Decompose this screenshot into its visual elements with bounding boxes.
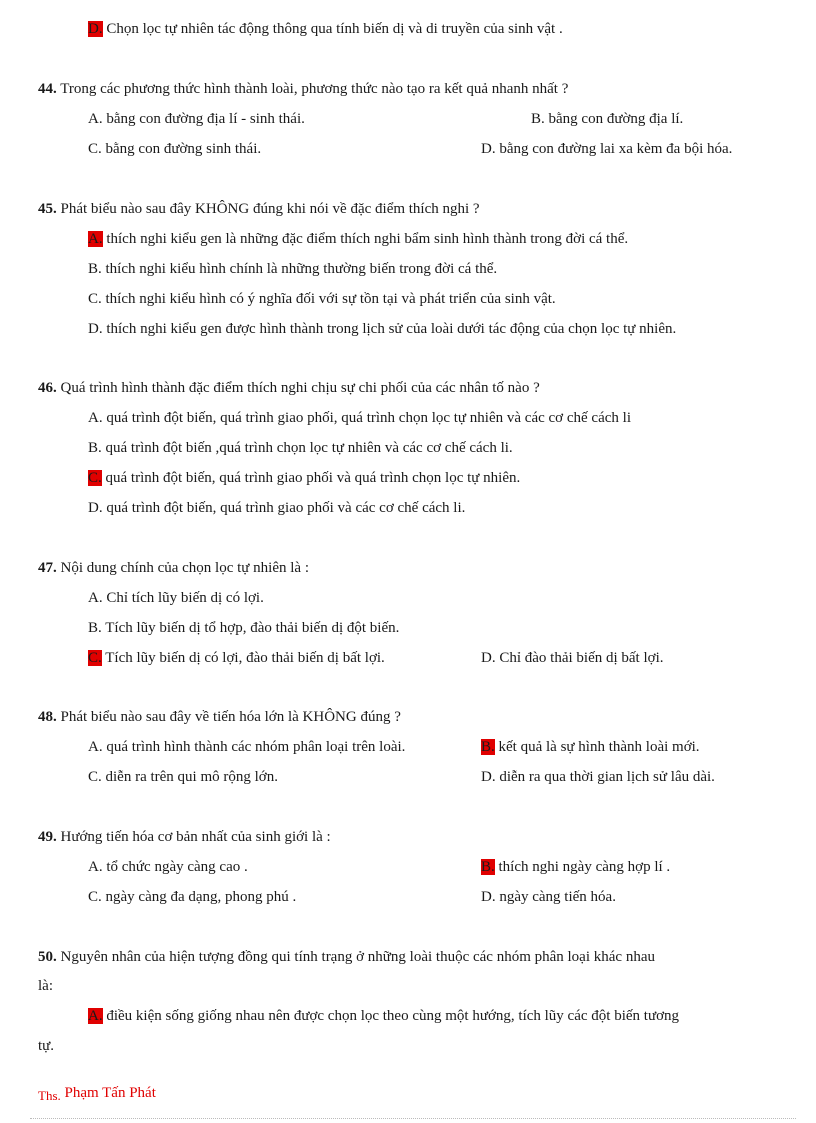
option-c: C. bằng con đường sinh thái. xyxy=(88,141,262,157)
question-number: 45. xyxy=(38,201,57,217)
option-a-continued: tự. xyxy=(38,1038,55,1054)
option-c: C. quá trình đột biến, quá trình giao phối và quá trình chọn lọc tự nhiên. xyxy=(88,470,521,486)
signature-title: Ths. xyxy=(38,1088,61,1103)
option-d: D. diễn ra qua thời gian lịch sử lâu dài. xyxy=(481,769,715,785)
answer-highlight: C. xyxy=(88,650,102,666)
answer-highlight: C. xyxy=(88,470,102,486)
question-text-continued: là: xyxy=(38,978,53,994)
option-a: A. Chỉ tích lũy biến dị có lợi. xyxy=(88,590,264,606)
answer-option-d: D. Chọn lọc tự nhiên tác động thông qua tính biến dị và di truyền của sinh vật . xyxy=(88,21,563,37)
option-b: B. kết quả là sự hình thành loài mới. xyxy=(481,739,700,755)
option-b: B. Tích lũy biến dị tổ hợp, đào thải biến dị đột biến. xyxy=(88,620,400,636)
signature-name: Phạm Tấn Phát xyxy=(60,1085,156,1101)
author-signature xyxy=(38,1083,156,1103)
option-d: D. Chỉ đào thải biến dị bất lợi. xyxy=(481,650,664,666)
question-text: Quá trình hình thành đặc điểm thích nghi chịu sự chi phối của các nhân tố nào ? xyxy=(56,380,540,396)
option-a: A. điều kiện sống giống nhau nên được chọn lọc theo cùng một hướng, tích lũy các đột biến tương xyxy=(88,1008,680,1024)
option-b: B. thích nghi ngày càng hợp lí . xyxy=(481,859,671,875)
option-c: C. thích nghi kiểu hình có ý nghĩa đối với sự tồn tại và phát triển của sinh vật. xyxy=(88,291,556,307)
answer-highlight: A. xyxy=(88,231,103,247)
question-45 xyxy=(38,199,480,219)
question-46 xyxy=(38,378,540,398)
question-text: Phát biểu nào sau đây KHÔNG đúng khi nói về đặc điểm thích nghi ? xyxy=(56,201,480,217)
question-text: Nguyên nhân của hiện tượng đồng qui tính trạng ở những loài thuộc các nhóm phân loại khác nhau xyxy=(56,949,655,965)
question-number: 46. xyxy=(38,380,57,396)
question-number: 49. xyxy=(38,829,57,845)
option-a: A. bằng con đường địa lí - sinh thái. xyxy=(88,111,305,127)
question-50 xyxy=(38,947,655,967)
option-d: D. bằng con đường lai xa kèm đa bội hóa. xyxy=(481,141,733,157)
question-text: Hướng tiến hóa cơ bản nhất của sinh giới là : xyxy=(56,829,331,845)
question-text: Nội dung chính của chọn lọc tự nhiên là : xyxy=(56,560,309,576)
option-d: D. thích nghi kiểu gen được hình thành trong lịch sử của loài dưới tác động của chọn lọc tự nhiên. xyxy=(88,321,677,337)
question-48 xyxy=(38,707,401,727)
question-text: Trong các phương thức hình thành loài, phương thức nào tạo ra kết quả nhanh nhất ? xyxy=(56,81,569,97)
option-b: B. thích nghi kiểu hình chính là những thường biến trong đời cá thể. xyxy=(88,261,498,277)
question-number: 47. xyxy=(38,560,57,576)
answer-highlight: A. xyxy=(88,1008,103,1024)
question-text: Phát biểu nào sau đây về tiến hóa lớn là KHÔNG đúng ? xyxy=(56,709,401,725)
question-47 xyxy=(38,558,309,578)
question-49 xyxy=(38,827,331,847)
option-a: A. thích nghi kiểu gen là những đặc điểm thích nghi bẩm sinh hình thành trong đời cá thể. xyxy=(88,231,629,247)
option-d: D. ngày càng tiến hóa. xyxy=(481,889,616,905)
question-number: 48. xyxy=(38,709,57,725)
answer-highlight: B. xyxy=(481,739,495,755)
option-b: B. quá trình đột biến ,quá trình chọn lọc tự nhiên và các cơ chế cách li. xyxy=(88,440,513,456)
option-a: A. quá trình đột biến, quá trình giao phối, quá trình chọn lọc tự nhiên và các cơ chế cách li xyxy=(88,410,631,426)
answer-highlight: D. xyxy=(88,21,103,37)
option-c: C. ngày càng đa dạng, phong phú . xyxy=(88,889,297,905)
option-c: C. Tích lũy biến dị có lợi, đào thải biến dị bất lợi. xyxy=(88,650,385,666)
option-c: C. diễn ra trên qui mô rộng lớn. xyxy=(88,769,278,785)
answer-highlight: B. xyxy=(481,859,495,875)
question-number: 50. xyxy=(38,949,57,965)
question-number: 44. xyxy=(38,81,57,97)
option-d: D. quá trình đột biến, quá trình giao phối và các cơ chế cách li. xyxy=(88,500,466,516)
option-a: A. tổ chức ngày càng cao . xyxy=(88,859,248,875)
question-44 xyxy=(38,79,568,99)
option-b: B. bằng con đường địa lí. xyxy=(531,111,684,127)
footer-divider xyxy=(30,1118,796,1119)
option-a: A. quá trình hình thành các nhóm phân loại trên loài. xyxy=(88,739,406,755)
